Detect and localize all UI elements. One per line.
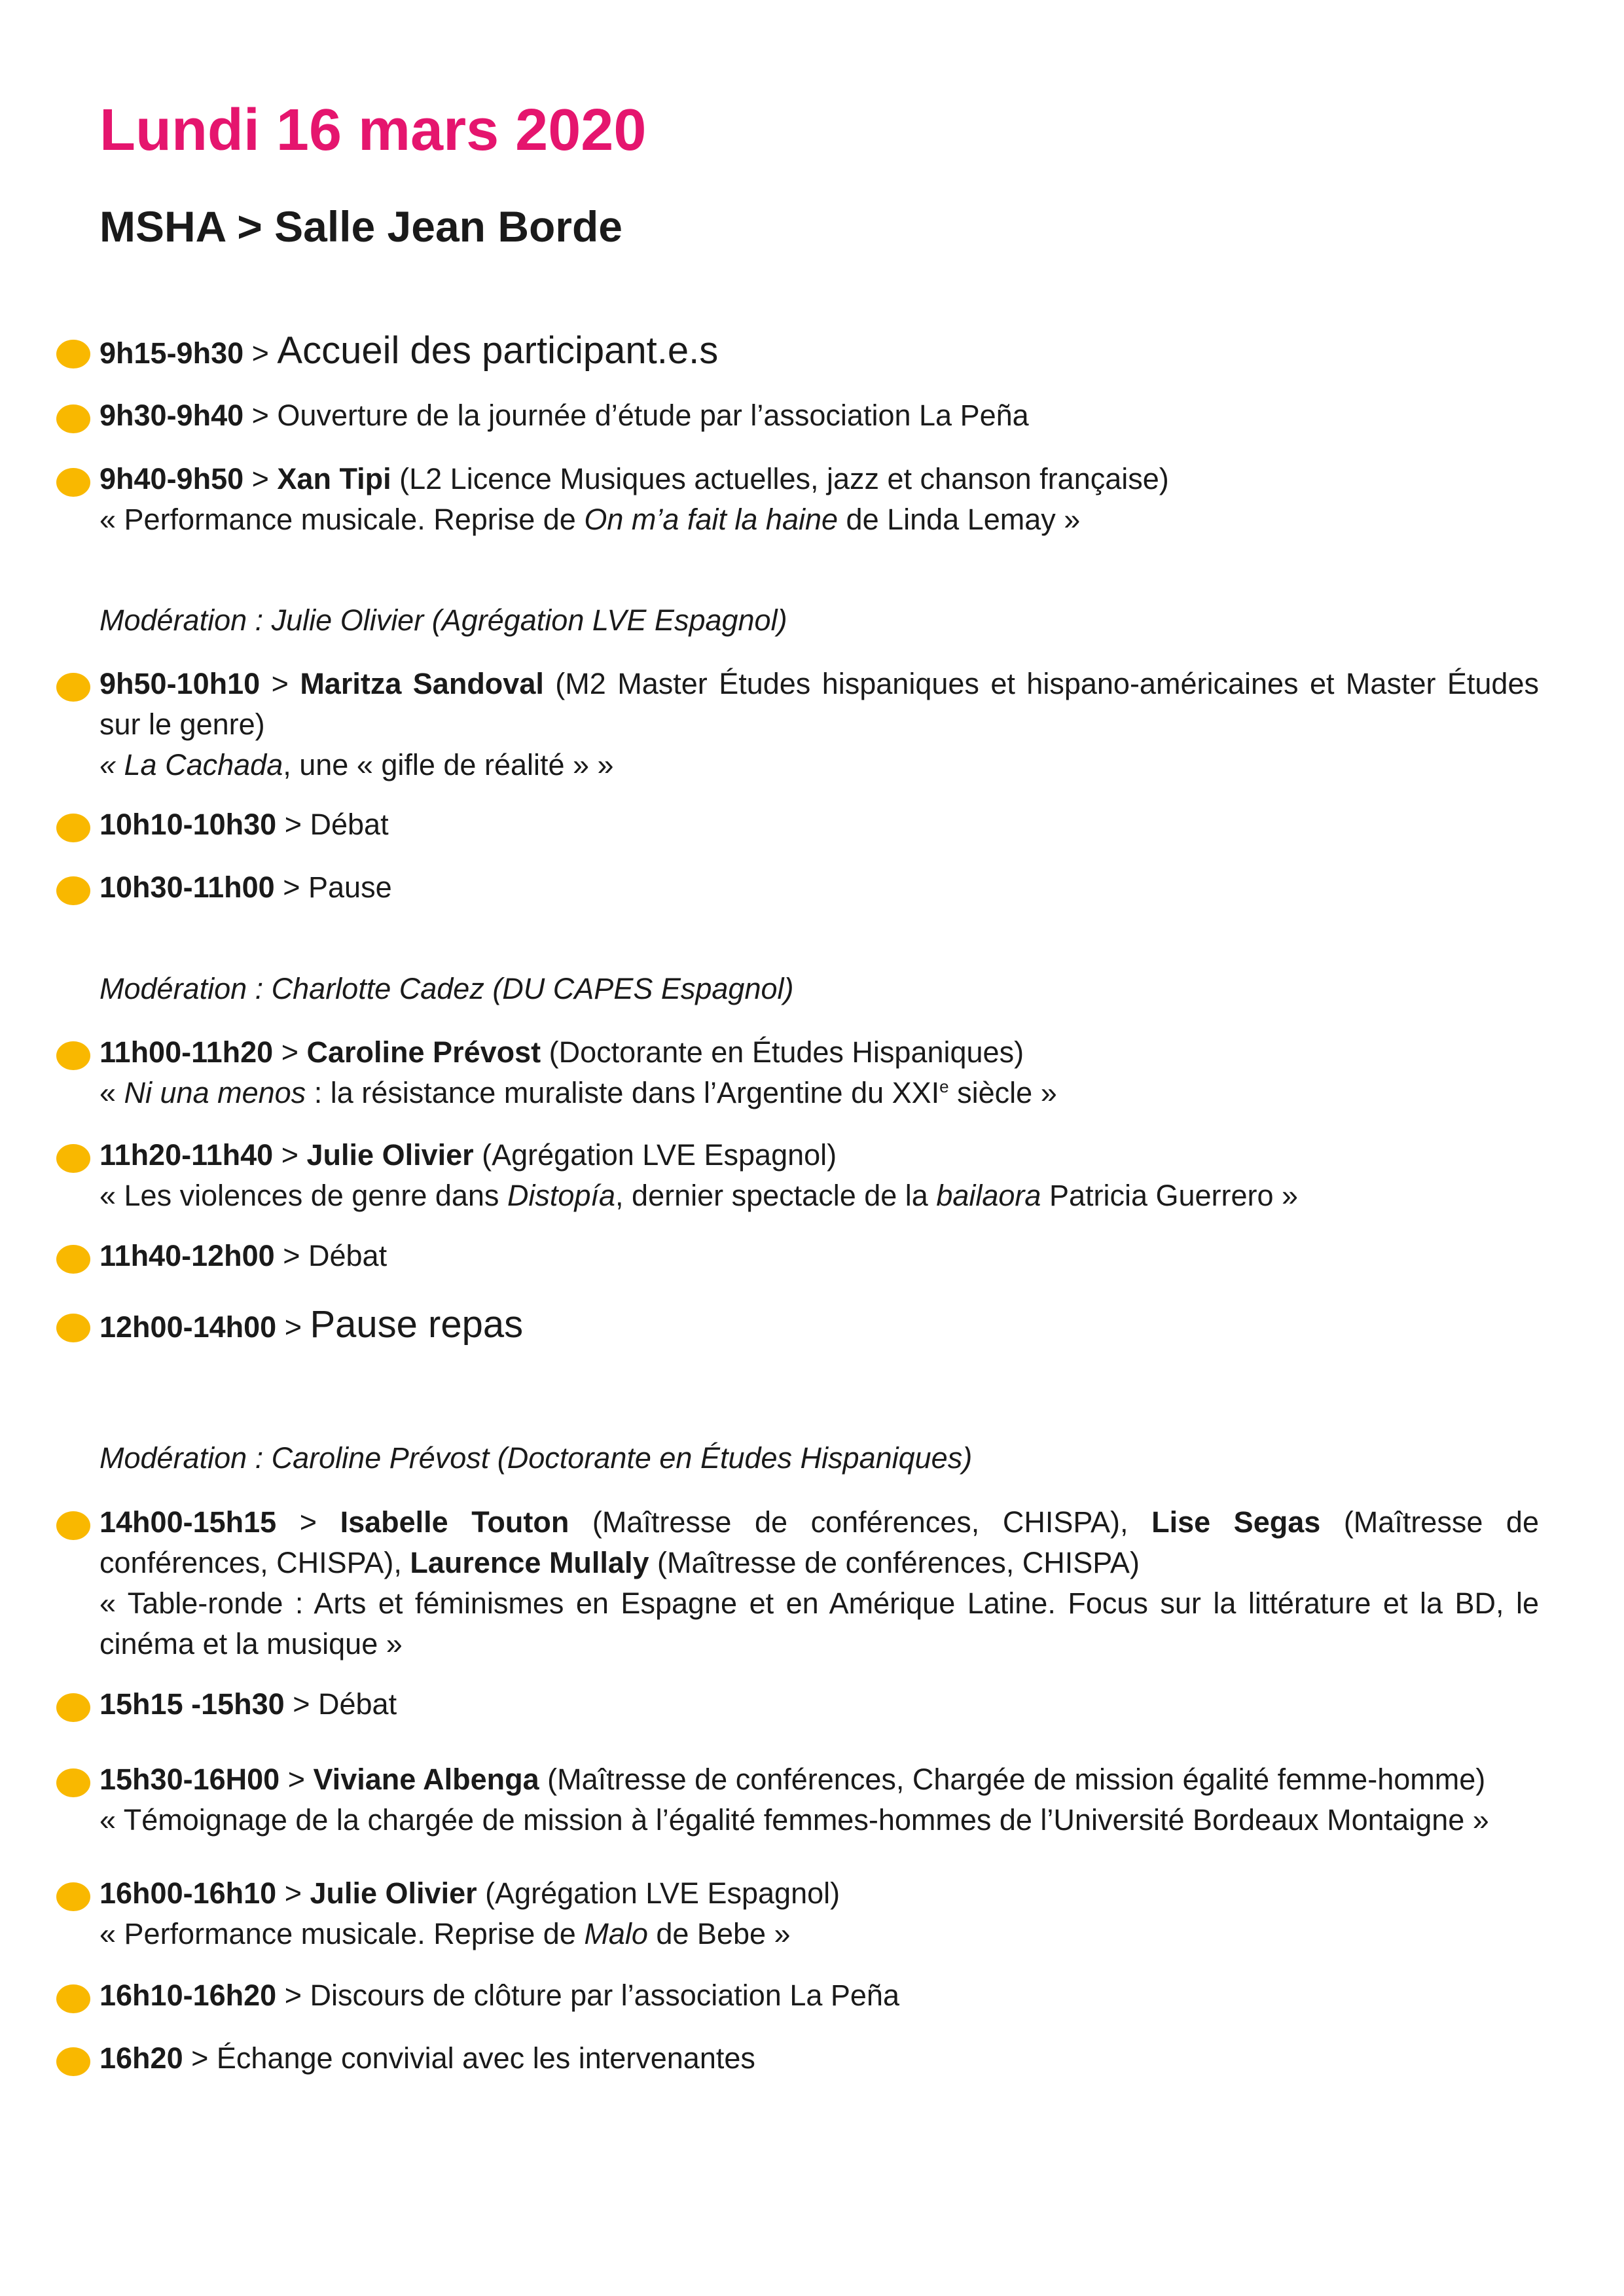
item-text: Échange convivial avec les intervenantes [216, 2041, 755, 2075]
program-item [99, 1684, 1539, 1725]
separator: > [276, 1310, 310, 1344]
time-slot: 9h15-9h30 [99, 336, 244, 370]
separator: > [244, 399, 278, 432]
speaker-name: Julie Olivier [310, 1876, 477, 1910]
bullet-icon [56, 404, 90, 433]
bullet-icon [56, 1882, 90, 1911]
time-slot: 9h30-9h40 [99, 399, 244, 432]
bullet-icon [56, 1245, 90, 1274]
program-item [99, 1759, 1539, 1840]
separator: > [244, 336, 278, 370]
page-title: Lundi 16 mars 2020 [99, 98, 647, 163]
speaker-name: Julie Olivier [306, 1138, 474, 1172]
program-item [99, 804, 1539, 845]
item-text: Discours de clôture par l’association La Peña [310, 1979, 899, 2012]
program-item [99, 1135, 1539, 1216]
separator: > [183, 2041, 217, 2075]
separator: > [276, 1876, 310, 1910]
program-item [99, 1032, 1539, 1113]
separator: > [260, 667, 300, 700]
bullet-icon [56, 1693, 90, 1722]
bullet-icon [56, 468, 90, 497]
bullet-icon [56, 340, 90, 368]
speaker-name: Maritza Sandoval [300, 667, 544, 700]
item-text: Pause repas [310, 1303, 524, 1346]
separator: > [280, 1763, 314, 1796]
speaker-affiliation: (Doctorante en Études Hispaniques) [541, 1035, 1024, 1069]
program-item [99, 1975, 1539, 2016]
speaker-affiliation: (Maîtresse de conférences, CHISPA), [99, 1505, 1539, 1579]
moderation-note: Modération : Caroline Prévost (Doctorante en Études Hispaniques) [99, 1441, 973, 1475]
bullet-icon [56, 814, 90, 842]
time-slot: 10h10-10h30 [99, 808, 277, 841]
time-slot: 16h20 [99, 2041, 183, 2075]
speaker-affiliation: (Maîtresse de conférences, CHISPA) [649, 1546, 1140, 1579]
time-slot: 11h00-11h20 [99, 1035, 274, 1069]
time-slot: 11h20-11h40 [99, 1138, 274, 1172]
speaker-affiliation: (Agrégation LVE Espagnol) [473, 1138, 837, 1172]
bullet-icon [56, 876, 90, 905]
bullet-icon [56, 1768, 90, 1797]
separator: > [274, 1239, 308, 1272]
time-slot: 11h40-12h00 [99, 1239, 275, 1272]
venue-building: MSHA [99, 202, 225, 251]
separator: > [276, 1979, 310, 2012]
talk-title: « Table-ronde : Arts et féminismes en Espagne et en Amérique Latine. Focus sur la littérature et la BD, le cinéma et la musique » [99, 1587, 1539, 1660]
time-slot: 10h30-11h00 [99, 870, 275, 904]
separator: > [284, 1687, 318, 1721]
talk-title: « Performance musicale. Reprise de On m’a fait la haine de Linda Lemay » [99, 503, 1081, 536]
program-item [99, 1502, 1539, 1664]
bullet-icon [56, 1144, 90, 1173]
talk-title: « Ni una menos : la résistance muraliste dans l’Argentine du XXIe siècle » [99, 1076, 1057, 1109]
moderation-note: Modération : Charlotte Cadez (DU CAPES Espagnol) [99, 972, 794, 1005]
separator: > [244, 462, 278, 495]
speaker-affiliation: (Maîtresse de conférences, CHISPA), [569, 1505, 1152, 1539]
item-text: Ouverture de la journée d’étude par l’association La Peña [277, 399, 1029, 432]
time-slot: 16h10-16h20 [99, 1979, 277, 2012]
item-text: Débat [317, 1687, 397, 1721]
talk-title: « Performance musicale. Reprise de Malo de Bebe » [99, 1917, 791, 1950]
program-item [99, 331, 1539, 374]
time-slot: 12h00-14h00 [99, 1310, 277, 1344]
speaker-affiliation: (L2 Licence Musiques actuelles, jazz et chanson française) [391, 462, 1169, 495]
time-slot: 16h00-16h10 [99, 1876, 277, 1910]
speaker-affiliation: (Agrégation LVE Espagnol) [477, 1876, 840, 1910]
talk-title: « Témoignage de la chargée de mission à l’égalité femmes-hommes de l’Université Bordeaux Montaigne » [99, 1803, 1489, 1837]
program-item [99, 1304, 1539, 1348]
separator: > [274, 870, 308, 904]
separator: > [276, 808, 310, 841]
talk-title: « La Cachada, une « gifle de réalité » » [99, 748, 614, 781]
time-slot: 15h15 -15h30 [99, 1687, 285, 1721]
item-text: Débat [310, 808, 389, 841]
item-text: Accueil des participant.e.s [277, 329, 719, 372]
moderation-note: Modération : Julie Olivier (Agrégation LVE Espagnol) [99, 603, 787, 637]
program-item [99, 2038, 1539, 2079]
talk-title: « Les violences de genre dans Distopía, dernier spectacle de la bailaora Patricia Guerrero » [99, 1179, 1299, 1212]
venue-separator: > [225, 202, 275, 251]
separator: > [276, 1505, 340, 1539]
bullet-icon [56, 1041, 90, 1070]
bullet-icon [56, 1314, 90, 1342]
bullet-icon [56, 2047, 90, 2076]
program-item [99, 459, 1539, 540]
time-slot: 15h30-16H00 [99, 1763, 280, 1796]
speaker-name: Viviane Albenga [313, 1763, 539, 1796]
program-item [99, 867, 1539, 908]
speaker-name: Lise Segas [1151, 1505, 1321, 1539]
bullet-icon [56, 673, 90, 702]
program-item [99, 1873, 1539, 1954]
venue-heading [99, 203, 623, 251]
separator: > [273, 1138, 307, 1172]
program-item [99, 395, 1539, 436]
speaker-name: Laurence Mullaly [410, 1546, 649, 1579]
separator: > [273, 1035, 307, 1069]
time-slot: 9h40-9h50 [99, 462, 244, 495]
time-slot: 9h50-10h10 [99, 667, 261, 700]
bullet-icon [56, 1511, 90, 1540]
speaker-name: Xan Tipi [277, 462, 391, 495]
speaker-name: Isabelle Touton [340, 1505, 569, 1539]
bullet-icon [56, 1984, 90, 2013]
venue-room: Salle Jean Borde [274, 202, 623, 251]
item-text: Pause [308, 870, 392, 904]
speaker-affiliation: (M2 Master Études hispaniques et hispano-américaines et Master Études sur le genre) [99, 667, 1539, 741]
program-item [99, 664, 1539, 785]
speaker-affiliation: (Maîtresse de conférences, Chargée de mission égalité femme-homme) [539, 1763, 1486, 1796]
item-text: Débat [308, 1239, 388, 1272]
speaker-name: Caroline Prévost [306, 1035, 541, 1069]
time-slot: 14h00-15h15 [99, 1505, 277, 1539]
program-item [99, 1236, 1539, 1276]
